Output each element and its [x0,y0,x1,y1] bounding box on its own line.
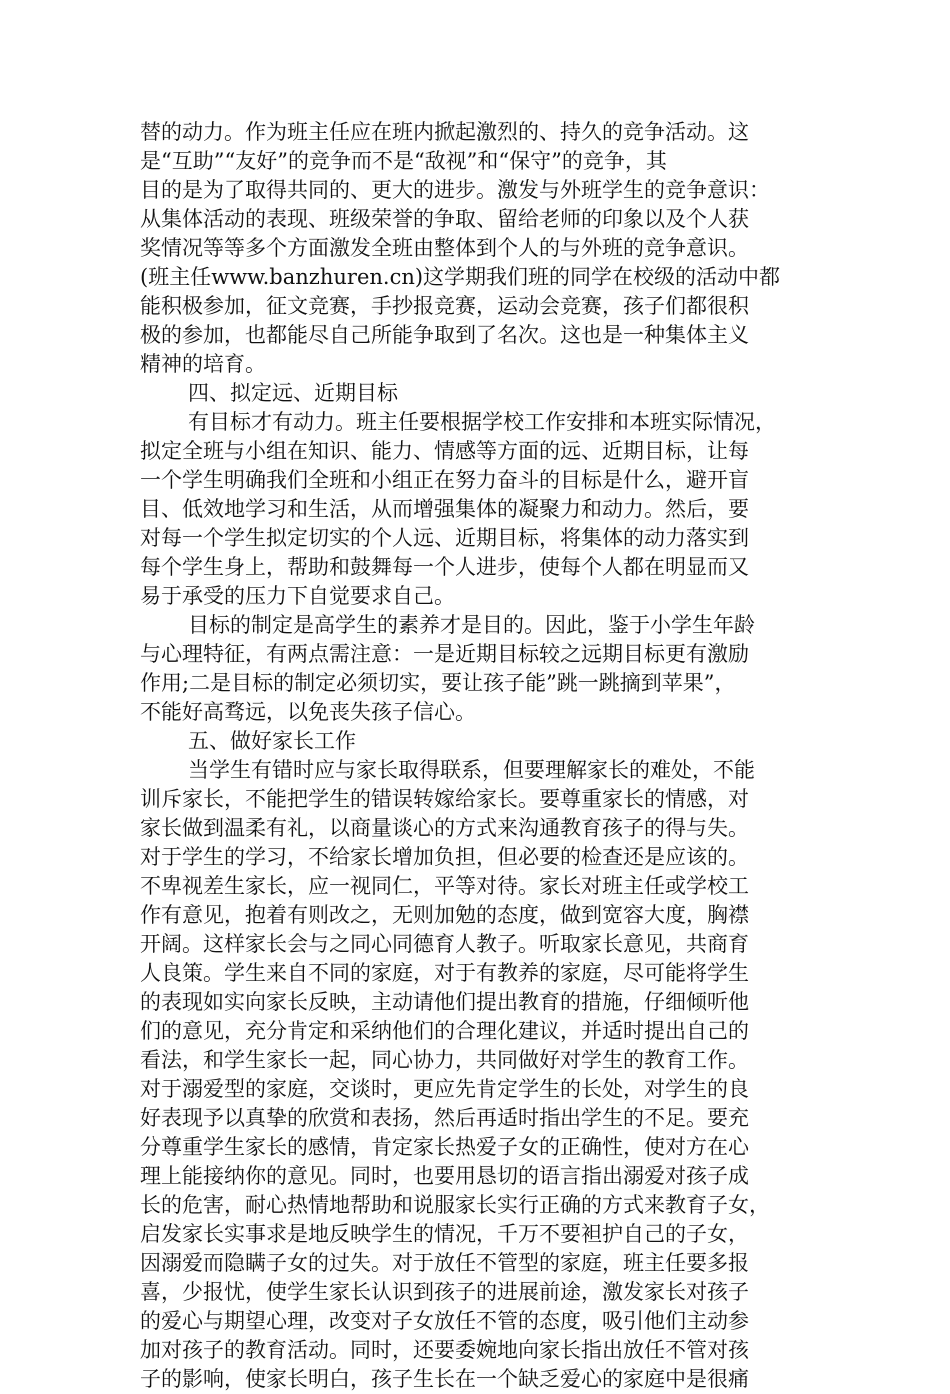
text-line: 对于学生的学习，不给家长增加负担，但必要的检查还是应该的。 [140,845,749,869]
text-line: 目、低效地学习和生活，从而增强集体的凝聚力和动力。然后，要 [140,497,749,521]
text-line: 子的影响，使家长明白，孩子生长在一个缺乏爱心的家庭中是很痛 [140,1367,749,1391]
text-line: 好表现予以真挚的欣赏和表扬，然后再适时指出学生的不足。要充 [140,1106,749,1130]
text-line: 替的动力。作为班主任应在班内掀起激烈的、持久的竞争活动。这 [140,120,749,144]
text-line: 分尊重学生家长的感情，肯定家长热爱子女的正确性，使对方在心 [140,1135,749,1159]
text-line: 每个学生身上，帮助和鼓舞每一个人进步，使每个人都在明显而又 [140,555,749,579]
text-line: 作用;二是目标的制定必须切实，要让孩子能”跳一跳摘到苹果”， [140,671,736,695]
text-line: 对于溺爱型的家庭，交谈时，更应先肯定学生的长处，对学生的良 [140,1077,749,1101]
text-line: 精神的培育。 [140,352,266,376]
text-line: 加对孩子的教育活动。同时，还要委婉地向家长指出放任不管对孩 [140,1338,749,1362]
text-line: 从集体活动的表现、班级荣誉的争取、留给老师的印象以及个人获 [140,207,749,231]
paragraph-start-line: 目标的制定是高学生的素养才是目的。因此，鉴于小学生年龄 [188,613,755,637]
text-line: 奖情况等等多个方面激发全班由整体到个人的与外班的竞争意识。 [140,236,749,260]
text-line: 开阔。这样家长会与之同心同德育人教子。听取家长意见，共商育 [140,932,749,956]
text-line: 是“互助”“友好”的竞争而不是“敌视”和“保守”的竞争，其 [140,149,667,173]
text-line: 极的参加，也都能尽自己所能争取到了名次。这也是一种集体主义 [140,323,749,347]
section-heading: 五、做好家长工作 [188,729,356,753]
text-line: 与心理特征，有两点需注意：一是近期目标较之远期目标更有激励 [140,642,749,666]
text-line: 不卑视差生家长，应一视同仁，平等对待。家长对班主任或学校工 [140,874,749,898]
text-line: 的表现如实向家长反映，主动请他们提出教育的措施，仔细倾听他 [140,990,749,1014]
text-line: 看法，和学生家长一起，同心协力，共同做好对学生的教育工作。 [140,1048,749,1072]
text-line: 拟定全班与小组在知识、能力、情感等方面的远、近期目标，让每 [140,439,749,463]
text-line: 不能好高骛远，以免丧失孩子信心。 [140,700,476,724]
text-line: 因溺爱而隐瞒子女的过失。对于放任不管型的家庭，班主任要多报 [140,1251,749,1275]
text-line: 目的是为了取得共同的、更大的进步。激发与外班学生的竞争意识： [140,178,770,202]
text-line: 一个学生明确我们全班和小组正在努力奋斗的目标是什么，避开盲 [140,468,749,492]
text-line: 的爱心与期望心理，改变对子女放任不管的态度，吸引他们主动参 [140,1309,749,1333]
text-line: 喜，少报忧，使学生家长认识到孩子的进展前途，激发家长对孩子 [140,1280,749,1304]
text-line: 家长做到温柔有礼，以商量谈心的方式来沟通教育孩子的得与失。 [140,816,749,840]
text-line: 人良策。学生来自不同的家庭，对于有教养的家庭，尽可能将学生 [140,961,749,985]
text-line: 理上能接纳你的意见。同时，也要用恳切的语言指出溺爱对孩子成 [140,1164,749,1188]
text-line: 启发家长实事求是地反映学生的情况，千万不要袒护自己的子女， [140,1222,749,1246]
text-line: 对每一个学生拟定切实的个人远、近期目标，将集体的动力落实到 [140,526,749,550]
paragraph-start-line: 当学生有错时应与家长取得联系，但要理解家长的难处，不能 [188,758,755,782]
text-line: 易于承受的压力下自觉要求自己。 [140,584,455,608]
text-line: 能积极参加，征文竞赛，手抄报竞赛，运动会竞赛，孩子们都很积 [140,294,749,318]
text-line: 作有意见，抱着有则改之，无则加勉的态度，做到宽容大度，胸襟 [140,903,749,927]
text-line: 长的危害，耐心热情地帮助和说服家长实行正确的方式来教育子女， [140,1193,770,1217]
text-line: 训斥家长，不能把学生的错误转嫁给家长。要尊重家长的情感，对 [140,787,749,811]
text-line: (班主任www.banzhuren.cn)这学期我们班的同学在校级的活动中都 [140,265,781,289]
paragraph-start-line: 有目标才有动力。班主任要根据学校工作安排和本班实际情况， [188,410,776,434]
text-line: 们的意见，充分肯定和采纳他们的合理化建议，并适时提出自己的 [140,1019,749,1043]
document-body [140,118,830,1394]
section-heading: 四、拟定远、近期目标 [188,381,398,405]
